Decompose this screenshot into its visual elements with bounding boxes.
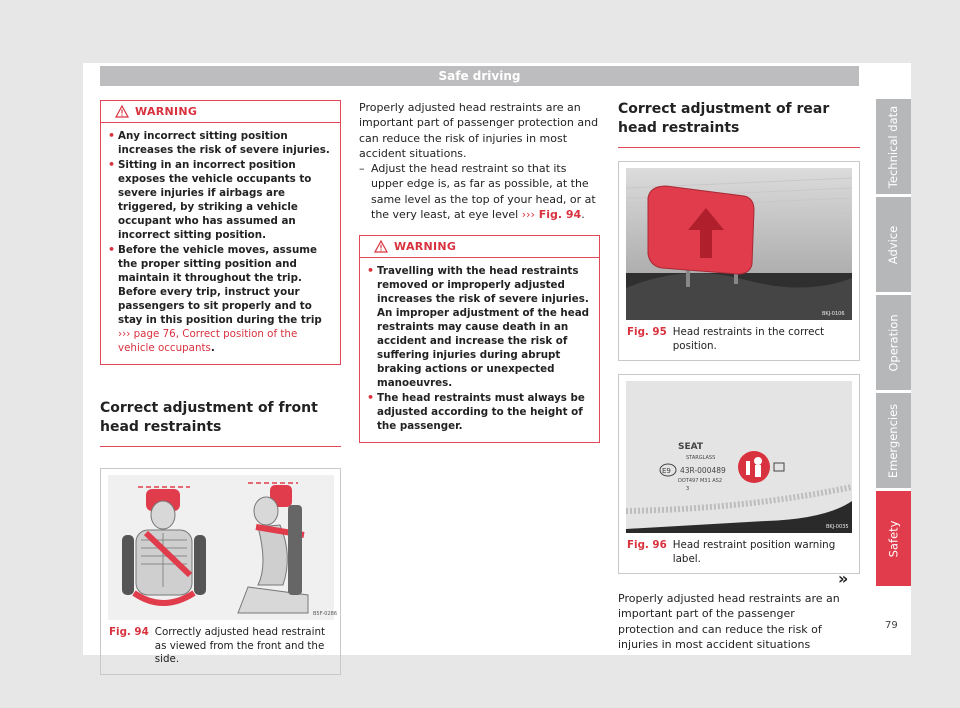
tab-technical-data[interactable]: Technical data	[876, 99, 911, 194]
section-title-front: Correct adjustment of front head restraints	[100, 399, 341, 447]
figure-96	[618, 374, 860, 574]
figure-link[interactable]: Fig. 94	[534, 208, 582, 222]
label-code2: DOT497 M31 AS2	[678, 478, 723, 484]
figure-96-image	[626, 381, 852, 533]
figure-caption	[619, 533, 859, 573]
caption-text: Head restraints in the correct position.	[672, 326, 825, 352]
warning-item: • Sitting in an incorrect position exposes the vehicle occupants to severe injuries if airbags are triggered, by striking a vehicle occupant who has assumed an incorrect sitting position.	[108, 158, 312, 241]
caption-text: Correctly adjusted head restraint as viewed from the front and the side.	[154, 626, 326, 665]
figure-94-image	[108, 475, 338, 620]
image-code: BKJ-0106	[822, 311, 845, 317]
column-1	[100, 100, 341, 675]
instruction-step: – Adjust the head restraint so that its upper edge is, as far as possible, at the same level as the top of your head, or at the very least, at eye level ››› Fig. 94.	[359, 162, 596, 222]
rear-paragraph: Properly adjusted head restraints are an important part of the passenger protection and can reduce the risk of injuries in most accident situations	[618, 592, 840, 651]
window-label-photo	[626, 381, 852, 533]
section-title-rear: Correct adjustment of rear head restraints	[618, 100, 860, 148]
warning-item: • Travelling with the head restraints removed or improperly adjusted increases the risk of severe injuries. An improper adjustment of the head restraints may cause death in an accident and increase the risk of suffering injuries during abrupt braking actions or unexpected manoeuvres.	[367, 264, 590, 390]
figure-94	[100, 468, 341, 675]
intro-paragraph: Properly adjusted head restraints are an important part of passenger protection and can reduce the risk of injuries in most accident situations.	[359, 101, 599, 160]
warning-box	[359, 235, 600, 443]
figure-95	[618, 161, 860, 361]
label-code1: 43R-000489	[680, 466, 726, 475]
warning-item: • The head restraints must always be adjusted according to the height of the passenger.	[367, 391, 585, 433]
warning-triangle-icon	[115, 105, 129, 118]
bullet-icon: •	[108, 129, 116, 142]
figure-caption	[619, 320, 859, 360]
column-3	[618, 100, 860, 652]
caption-text: Head restraint position warning label.	[672, 539, 836, 565]
figure-caption	[101, 620, 340, 674]
bullet-icon: •	[367, 264, 375, 278]
warning-triangle-icon	[374, 240, 388, 253]
label-mark: E9	[662, 467, 671, 475]
warning-title: WARNING	[394, 240, 457, 254]
warning-title: WARNING	[135, 105, 198, 118]
tab-advice[interactable]: Advice	[876, 197, 911, 292]
bullet-icon: •	[108, 158, 116, 171]
tab-emergencies[interactable]: Emergencies	[876, 393, 911, 488]
label-brand: SEAT	[678, 442, 704, 452]
figure-95-image	[626, 168, 852, 320]
figure-number: Fig. 95	[627, 326, 667, 338]
arrows: ›››	[118, 328, 131, 340]
figure-number: Fig. 94	[109, 626, 149, 638]
cross-reference-link[interactable]: page 76, Correct position of the vehicle occupants	[118, 328, 298, 354]
continued-icon: »	[838, 569, 849, 588]
warning-item: • Any incorrect sitting position increases the risk of severe injuries.	[108, 129, 330, 156]
warning-box	[100, 100, 341, 365]
label-glass: STARGLASS	[686, 455, 716, 461]
warning-item: • Before the vehicle moves, assume the proper sitting position and maintain it throughout the trip. Before every trip, instruct your passengers to sit properly and to stay in this position during the trip ››› page 76, Correct position of the vehicle occupants.	[108, 243, 322, 354]
figure-number: Fig. 96	[627, 539, 667, 551]
tab-safety[interactable]: Safety	[876, 491, 911, 586]
chapter-header: Safe driving	[100, 66, 859, 86]
tab-operation[interactable]: Operation	[876, 295, 911, 390]
bullet-icon: •	[367, 391, 375, 405]
image-code: B5F-0286	[313, 611, 338, 617]
rear-head-restraint-photo	[626, 168, 852, 320]
page-number: 79	[885, 620, 898, 631]
arrows: ›››	[521, 208, 535, 222]
headrest-warning-icon	[738, 451, 770, 483]
image-code: BKJ-0035	[826, 524, 849, 530]
bullet-icon: •	[108, 243, 116, 256]
column-2	[359, 100, 600, 443]
label-code3: 3	[686, 486, 690, 492]
seated-skeleton-illustration	[108, 475, 338, 620]
